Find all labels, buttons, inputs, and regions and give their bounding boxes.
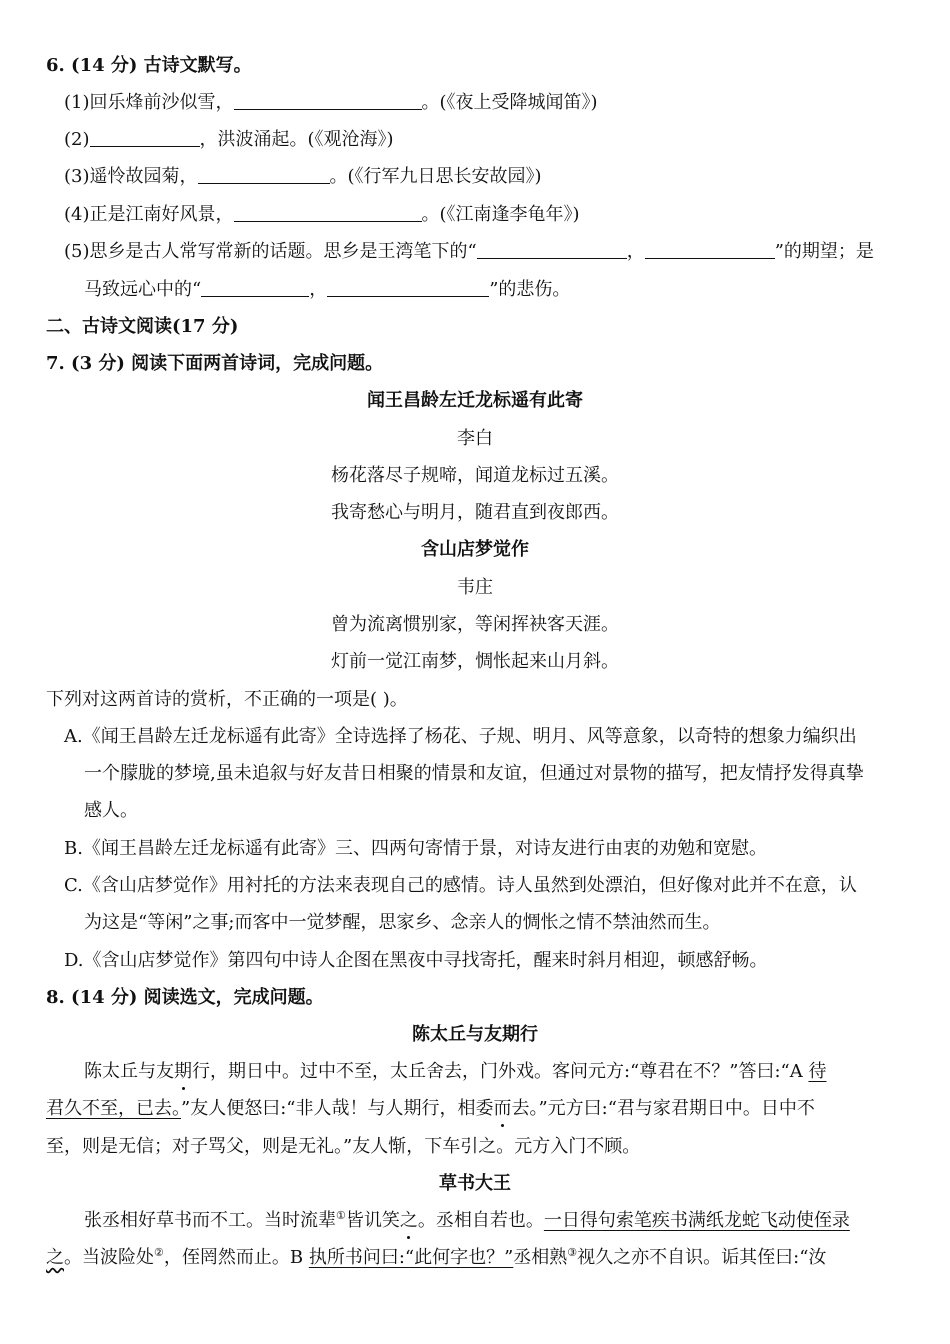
q6-item-2-source: ，洪波涌起。(《观沧海》) [199,129,394,150]
comma: ， [309,279,328,300]
underlined-sentence-b: 执所书问曰:“此何字也？” [308,1247,514,1268]
option-c-line1: C.《含山店梦觉作》用衬托的方法来表现自己的感情。诗人虽然到处漂泊，但好像对此并不在意，认 [64,875,857,896]
q6-item-1-text: (1)回乐烽前沙似雪， [64,92,234,113]
underlined-sentence-a: 君久不至，已去。 [46,1098,181,1119]
q6-item-4-source: 。(《江南逢李龟年》) [421,204,580,225]
passage1-line2 [46,1097,815,1121]
poem1-author: 李白 [457,428,493,449]
option-d: D.《含山店梦觉作》第四句中诗人企图在黑夜中寻找寄托，醒来时斜月相迎，顿感舒畅。 [64,950,768,971]
option-b: B.《闻王昌龄左迁龙标遥有此寄》三、四两句寄情于景，对诗友进行由衷的劝勉和宽慰。 [64,838,767,859]
passage2-line2 [46,1246,826,1270]
option-a-line2: 一个朦胧的梦境,虽未追叙与好友昔日相聚的情景和友谊，但通过对景物的描写，把友情抒发得真挚 [84,763,864,784]
emphasis-dot-char: 期 [174,1061,192,1082]
footnote-mark: ① [336,1209,346,1222]
answer-blank[interactable] [645,240,775,259]
q6-title: 6. (14 分) 古诗文默写。 [46,55,252,76]
poem2-line-1: 曾为流离惯别家，等闲挥袂客天涯。 [331,614,619,635]
q6-item-4 [64,203,580,227]
q6-item-5-text2-end: ”的悲伤。 [489,279,571,300]
poem1-line-1: 杨花落尽子规啼，闻道龙标过五溪。 [331,465,619,486]
q6-item-4-text: (4)正是江南好风景， [64,204,234,225]
poem2-line-2: 灯前一觉江南梦，惆怅起来山月斜。 [331,651,619,672]
answer-blank[interactable] [234,203,422,222]
passage-text: 去。”元方曰:“君与家君期日中。日中不 [511,1098,815,1119]
emphasis-dot-char: 而 [493,1098,512,1119]
option-a-line1: A.《闻王昌龄左迁龙标遥有此寄》全诗选择了杨花、子规、明月、风等意象，以奇特的想象力编织出 [64,726,857,747]
emphasis-dot-char: 之 [399,1210,418,1231]
q6-item-5-text2: 马致远心中的“ [84,279,202,300]
passage-text: 。当波险处 [64,1247,154,1268]
option-c-line2: 为这是“等闲”之事;而客中一觉梦醒，思家乡、念亲人的惆怅之情不禁油然而生。 [84,912,721,933]
passage-text: ，侄罔然而止。B [163,1247,309,1268]
passage2-title: 草书大王 [439,1173,511,1194]
q6-item-3-source: 。(《行军九日思长安故园》) [329,166,542,187]
q6-item-5-text-end: ”的期望；是 [774,241,874,262]
q6-item-3-text: (3)遥怜故园菊， [64,166,198,187]
underlined-punctuation-sentence: 一日得句索笔疾书满纸龙蛇飞动使侄录 [543,1210,850,1231]
poem2-author: 韦庄 [457,577,493,598]
q6-item-1-source: 。(《夜上受降城闻笛》) [421,92,598,113]
q6-item-2-text: (2) [64,129,90,150]
section-heading: 二、古诗文阅读(17 分) [46,316,239,337]
passage-text: 视久之亦不自识。诟其侄曰:“汝 [577,1247,827,1268]
underlined-sentence-a: 待 [808,1061,827,1082]
q6-item-3 [64,165,542,189]
q6-item-2 [64,128,394,152]
passage-text: 。丞相自若也。 [417,1210,544,1231]
q6-item-1 [64,91,598,115]
answer-blank[interactable] [477,240,627,259]
passage1-line3: 至，则是无信；对子骂父，则是无礼。”友人惭，下车引之。元方入门不顾。 [46,1136,641,1157]
wavy-underlined-char: 之 [46,1247,64,1268]
q6-item-5-line2 [84,278,570,302]
q7-question: 下列对这两首诗的赏析，不正确的一项是( )。 [46,689,408,710]
passage2-line1 [84,1209,850,1233]
passage-text: 丞相熟 [513,1247,568,1268]
passage-text: 陈太丘与友 [84,1061,174,1082]
passage1-line1 [84,1060,826,1084]
answer-blank[interactable] [327,278,489,297]
q8-title: 8. (14 分) 阅读选文，完成问题。 [46,987,324,1008]
poem1-line-2: 我寄愁心与明月，随君直到夜郎西。 [331,502,619,523]
q6-item-5-line1 [64,240,874,264]
q7-title: 7. (3 分) 阅读下面两首诗词，完成问题。 [46,353,384,374]
passage-text: 张丞相好草书而不工。当时流辈 [84,1210,336,1231]
footnote-mark: ② [154,1246,164,1259]
q6-item-5-text: (5)思乡是古人常写常新的话题。思乡是王湾笔下的“ [64,241,477,262]
passage1-title: 陈太丘与友期行 [412,1024,538,1045]
comma: ， [626,241,645,262]
passage-text: ”友人便怒曰:“非人哉！与人期行，相委 [181,1098,494,1119]
passage-text: 行，期日中。过中不至，太丘舍去，门外戏。客问元方:“尊君在不？”答曰:“A [192,1061,809,1082]
answer-blank[interactable] [201,278,309,297]
answer-blank[interactable] [90,128,200,147]
option-a-line3: 感人。 [84,800,138,821]
poem2-title: 含山店梦觉作 [421,539,529,560]
passage-text: 皆讥笑 [345,1210,400,1231]
poem1-title: 闻王昌龄左迁龙标遥有此寄 [367,390,583,411]
answer-blank[interactable] [198,165,330,184]
footnote-mark: ③ [567,1246,578,1259]
answer-blank[interactable] [234,91,422,110]
